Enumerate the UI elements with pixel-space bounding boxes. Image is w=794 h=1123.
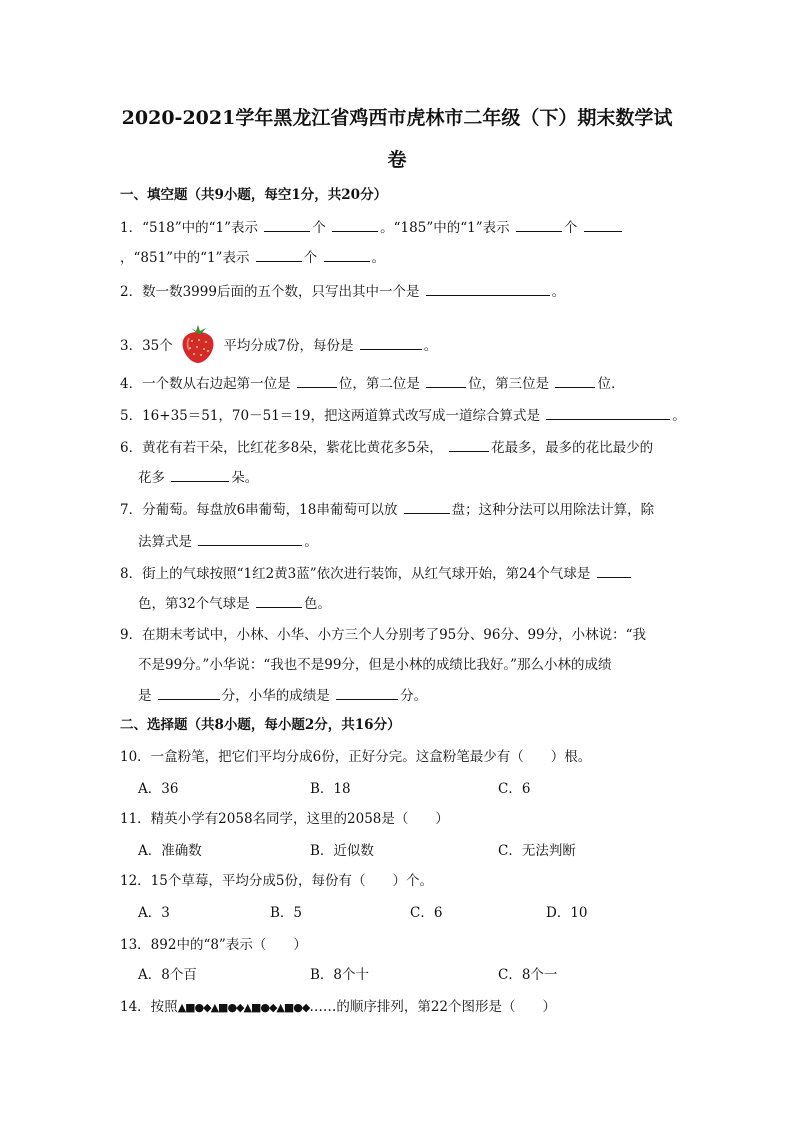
question-5: 5．16+35＝51，70－51＝19，把这两道算式改写成一道综合算式是 。 xyxy=(120,408,686,424)
answer-blank[interactable] xyxy=(336,686,398,700)
answer-blank[interactable] xyxy=(198,532,302,546)
answer-blank[interactable] xyxy=(584,218,622,232)
option-a[interactable]: A．准确数 xyxy=(138,843,202,859)
answer-blank[interactable] xyxy=(546,406,670,420)
question-14: 14．按照▲■●◆▲■●◆▲■●◆▲■●◆……的顺序排列，第22个图形是（ ） xyxy=(120,999,557,1015)
question-1: 1．“518”中的“1”表示 个 。“185”中的“1”表示 个 xyxy=(120,218,680,237)
answer-blank[interactable] xyxy=(426,374,466,388)
option-d[interactable]: D．10 xyxy=(546,905,588,921)
question-8: 8．街上的气球按照“1红2黄3蓝”依次进行装饰，从红气球开始，第24个气球是 xyxy=(120,564,680,583)
answer-blank[interactable] xyxy=(256,248,302,262)
answer-blank[interactable] xyxy=(158,686,220,700)
section-heading-choice: 二、选择题（共8小题，每小题2分，共16分） xyxy=(120,717,401,733)
question-10: 10．一盒粉笔，把它们平均分成6份，正好分完。这盒粉笔最少有（ ）根。 xyxy=(120,749,592,765)
option-c[interactable]: C．6 xyxy=(410,905,443,921)
option-b[interactable]: B．8个十 xyxy=(310,967,370,983)
answer-blank[interactable] xyxy=(297,374,337,388)
question-4: 4．一个数从右边起第一位是 位，第二位是 位，第三位是 位． xyxy=(120,376,625,392)
question-6-continued: 花多 朵。 xyxy=(138,470,259,486)
option-b[interactable]: B．18 xyxy=(310,781,351,797)
page-title-continued: 卷 xyxy=(387,149,407,171)
answer-blank[interactable] xyxy=(324,248,370,262)
question-3: 3．35个 平均分成7份，每份是 。 xyxy=(120,324,680,369)
question-8-continued: 色，第32个气球是 色。 xyxy=(138,596,331,612)
question-6: 6．黄花有若干朵，比红花多8朵，紫花比黄花多5朵， 花最多，最多的花比最少的 xyxy=(120,440,654,456)
option-a[interactable]: A．8个百 xyxy=(138,967,197,983)
answer-blank[interactable] xyxy=(516,218,562,232)
answer-blank[interactable] xyxy=(597,564,631,578)
answer-blank[interactable] xyxy=(555,374,595,388)
question-9-continued-2: 是 分，小华的成绩是 分。 xyxy=(138,688,428,704)
question-12: 12．15个草莓，平均分成5份，每份有（ ）个。 xyxy=(120,873,433,889)
option-a[interactable]: A．36 xyxy=(138,781,179,797)
answer-blank[interactable] xyxy=(426,282,550,296)
question-7-continued: 法算式是 。 xyxy=(138,534,318,550)
page-title: 2020-2021学年黑龙江省鸡西市虎林市二年级（下）期末数学试 xyxy=(121,107,673,129)
question-2: 2．数一数3999后面的五个数，只写出其中一个是 。 xyxy=(120,284,566,300)
question-1-continued: ，“851”中的“1”表示 个 。 xyxy=(120,250,386,266)
question-9-continued: 不是99分。”小华说：“我也不是99分，但是小林的成绩比我好。”那么小林的成绩 xyxy=(138,657,612,673)
answer-blank[interactable] xyxy=(360,336,422,350)
question-9: 9．在期末考试中，小林、小华、小方三个人分别考了95分、96分、99分，小林说：“我 xyxy=(120,627,647,643)
answer-blank[interactable] xyxy=(449,438,489,452)
option-b[interactable]: B．5 xyxy=(270,905,303,921)
section-heading-fill-blank: 一、填空题（共9小题，每空1分，共20分） xyxy=(120,187,388,203)
answer-blank[interactable] xyxy=(256,594,302,608)
option-b[interactable]: B．近似数 xyxy=(310,843,374,859)
option-c[interactable]: C．无法判断 xyxy=(498,843,576,859)
question-11: 11．精英小学有2058名同学，这里的2058是（ ） xyxy=(120,811,449,827)
strawberry-icon xyxy=(179,324,217,369)
shape-sequence: ▲■●◆▲■●◆▲■●◆▲■●◆ xyxy=(177,1001,310,1014)
question-13: 13．892中的“8”表示（ ） xyxy=(120,937,307,953)
answer-blank[interactable] xyxy=(332,218,378,232)
option-c[interactable]: C．6 xyxy=(498,781,531,797)
answer-blank[interactable] xyxy=(171,468,229,482)
answer-blank[interactable] xyxy=(264,218,310,232)
answer-blank[interactable] xyxy=(404,500,450,514)
option-c[interactable]: C．8个一 xyxy=(498,967,558,983)
option-a[interactable]: A．3 xyxy=(138,905,170,921)
question-7: 7．分葡萄。每盘放6串葡萄，18串葡萄可以放 盘；这种分法可以用除法计算，除 xyxy=(120,502,655,518)
